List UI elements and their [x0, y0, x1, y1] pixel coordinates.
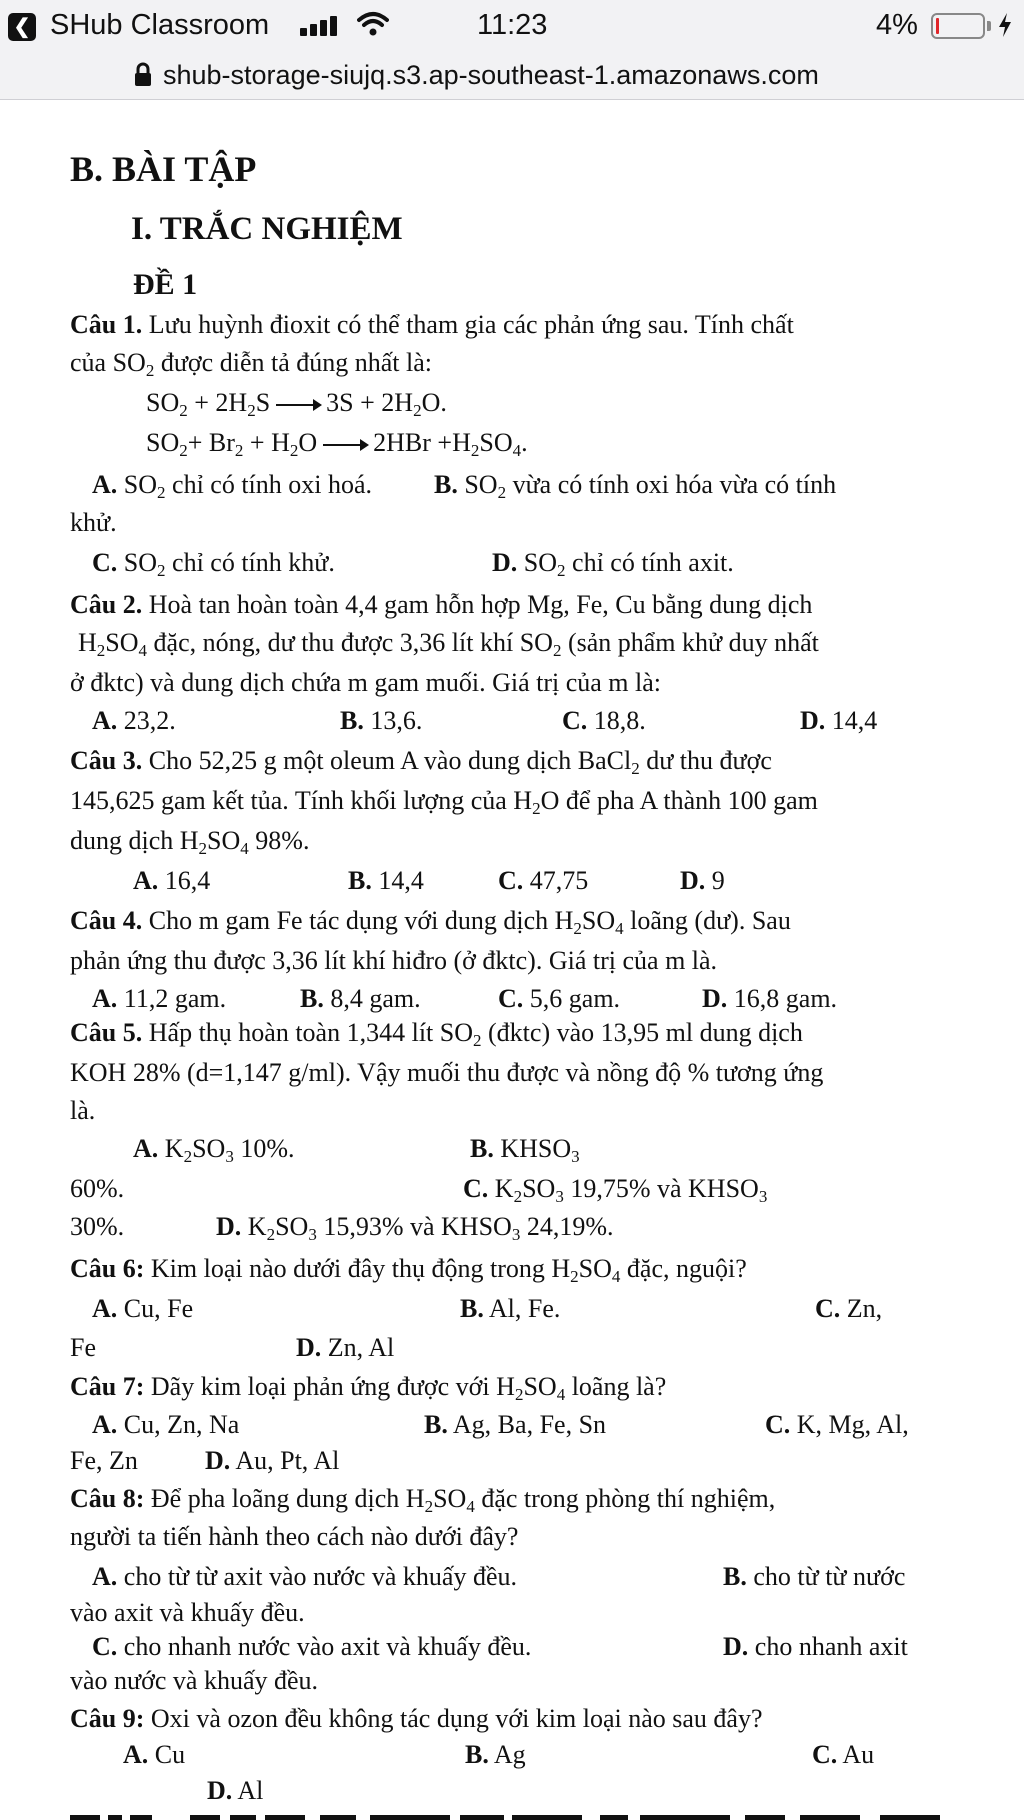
q2-line2: $H_2SO_4$ đặc, nóng, dư thu được 3,36 lít khí $SO_2$ (sản phẩm khử duy nhất [78, 628, 819, 660]
q2-option-d: D. 14,4 [800, 706, 878, 735]
q5-option-b-cont: 60%. [70, 1174, 125, 1203]
q4-option-a: A. 11,2 gam. [92, 984, 227, 1013]
q4-option-c: C. 5,6 gam. [498, 984, 621, 1013]
q3-line1: Câu 3. Cho 52,25 g một oleum A vào dung dịch BaCl$_2$ dư thu được [70, 746, 772, 778]
q4-line1: Câu 4. Cho m gam Fe tác dụng với dung dịch $H_2SO_4$ loãng (dư). Sau [70, 906, 791, 938]
q8-line2: người ta tiến hành theo cách nào dưới đây? [70, 1522, 519, 1551]
test-title: ĐỀ 1 [133, 268, 198, 301]
q8-option-d-cont: vào nước và khuấy đều. [70, 1666, 319, 1695]
q6-option-c-cont: Fe [70, 1333, 96, 1362]
section-title: B. BÀI TẬP [70, 149, 257, 189]
q7-option-c-cont: Fe, Zn [70, 1446, 138, 1475]
q5-line1: Câu 5. Hấp thụ hoàn toàn 1,344 lít $SO_2$ (đktc) vào 13,95 ml dung dịch [70, 1018, 803, 1050]
q7-option-c: C. K, Mg, Al, [765, 1410, 909, 1439]
q1-option-b: B. $SO_2$ vừa có tính oxi hóa vừa có tính [434, 470, 837, 502]
q4-option-b: B. 8,4 gam. [300, 984, 421, 1013]
q5-line2: KOH 28% (d=1,147 g/ml). Vậy muối thu được và nồng độ % tương ứng [70, 1058, 824, 1087]
q3-option-c: C. 47,75 [498, 866, 589, 895]
q3-option-b: B. 14,4 [348, 866, 424, 895]
reaction-arrow [323, 444, 367, 446]
q9-option-b: B. Ag [465, 1740, 526, 1769]
q5-line3: là. [70, 1096, 96, 1125]
q9-option-a: A. Cu [123, 1740, 186, 1769]
q9-option-c: C. Au [812, 1740, 875, 1769]
clock: 11:23 [477, 9, 548, 41]
q6-option-d: D. Zn, Al [296, 1333, 395, 1362]
reaction-arrow [276, 404, 320, 406]
q1-line2: của $SO_2$ được diễn tả đúng nhất là: [70, 348, 433, 380]
q2-option-a: A. 23,2. [92, 706, 176, 735]
q3-option-a: A. 16,4 [133, 866, 211, 895]
q1-option-a: A. $SO_2$ chỉ có tính oxi hoá. [92, 470, 373, 502]
q8-option-d: D. cho nhanh axit [723, 1632, 908, 1661]
q1-line1: Câu 1. Lưu huỳnh đioxit có thể tham gia các phản ứng sau. Tính chất [70, 310, 794, 339]
q1-equation2: $SO_2+ Br_2 + H_2O$ $2HBr +H_2SO_4$. [146, 428, 528, 460]
q6-line1: Câu 6: Kim loại nào dưới đây thụ động trong $H_2SO_4$ đặc, nguội? [70, 1254, 747, 1286]
q1-option-c: C. $SO_2$ chỉ có tính khử. [92, 548, 335, 580]
q2-option-b: B. 13,6. [340, 706, 423, 735]
q1-option-b-cont: khử. [70, 508, 117, 537]
q7-line1: Câu 7: Dãy kim loại phản ứng được với $H_2SO_4$ loãng là? [70, 1372, 667, 1404]
q2-line1: Câu 2. Hoà tan hoàn toàn 4,4 gam hỗn hợp Mg, Fe, Cu bằng dung dịch [70, 590, 813, 619]
q5-option-b: B. $KHSO_3$ [470, 1134, 580, 1166]
q8-option-b-cont: vào axit và khuấy đều. [70, 1598, 305, 1627]
q9-option-d: D. Al [207, 1776, 264, 1805]
q2-line3: ở đktc) và dung dịch chứa m gam muối. Giá trị của m là: [70, 668, 662, 697]
q6-option-c: C. Zn, [815, 1294, 883, 1323]
q3-line3: dung dịch $H_2SO_4$ 98%. [70, 826, 310, 858]
q5-option-d: D. $K_2SO_3$ 15,93% và $KHSO_3$ 24,19%. [216, 1212, 614, 1244]
q3-line2: 145,625 gam kết tủa. Tính khối lượng của $H_2O$ để pha A thành 100 gam [70, 786, 818, 818]
app-name[interactable]: SHub Classroom [50, 9, 270, 41]
q6-option-b: B. Al, Fe. [460, 1294, 561, 1323]
q8-option-a: A. cho từ từ axit vào nước và khuấy đều. [92, 1562, 517, 1591]
q6-option-a: A. Cu, Fe [92, 1294, 194, 1323]
q7-option-d: D. Au, Pt, Al [205, 1446, 340, 1475]
q5-option-c: C. $K_2SO_3$ 19,75% và $KHSO_3$ [463, 1174, 768, 1206]
battery-percent: 4% [876, 9, 918, 41]
q4-line2: phản ứng thu được 3,36 lít khí hiđro (ở đktc). Giá trị của m là. [70, 946, 718, 975]
next-question-cutoff [0, 1806, 1024, 1820]
q9-line1: Câu 9: Oxi và ozon đều không tác dụng với kim loại nào sau đây? [70, 1704, 763, 1733]
q8-option-b: B. cho từ từ nước [723, 1562, 906, 1591]
q1-equation1: $SO_2 + 2H_2S$ $3S + 2H_2O$. [146, 388, 447, 420]
part-title: I. TRẮC NGHIỆM [131, 211, 403, 247]
url-text[interactable]: shub-storage-siujq.s3.ap-southeast-1.amazonaws.com [163, 60, 819, 90]
q2-option-c: C. 18,8. [562, 706, 646, 735]
q3-option-d: D. 9 [680, 866, 725, 895]
q7-option-a: A. Cu, Zn, Na [92, 1410, 240, 1439]
cutoff-text-fragments [0, 1806, 1024, 1820]
q5-option-a: A. $K_2SO_3$ 10%. [133, 1134, 295, 1166]
q8-option-c: C. cho nhanh nước vào axit và khuấy đều. [92, 1632, 532, 1661]
q8-line1: Câu 8: Để pha loãng dung dịch $H_2SO_4$ đặc trong phòng thí nghiệm, [70, 1484, 776, 1516]
q5-option-c-cont: 30%. [70, 1212, 125, 1241]
back-arrow-icon[interactable]: ❮ [8, 13, 36, 41]
q1-option-d: D. $SO_2$ chỉ có tính axit. [492, 548, 734, 580]
q7-option-b: B. Ag, Ba, Fe, Sn [424, 1410, 607, 1439]
q4-option-d: D. 16,8 gam. [702, 984, 838, 1013]
